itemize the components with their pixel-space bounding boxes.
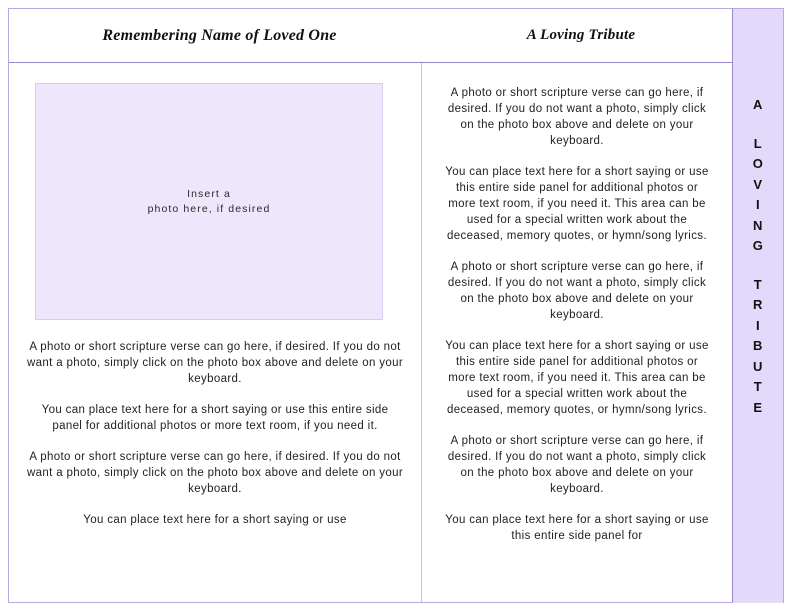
column-divider [421,63,422,602]
right-paragraph: You can place text here for a short saying or use this entire side panel for additional photos or more text room, if you need it. This area can be used for a special written work about the deceased, memory quotes, or hymn/song lyrics. [445,340,709,416]
page-border-right [783,8,784,603]
left-column [9,63,421,602]
header-right-title: A Loving Tribute [526,27,636,43]
right-column-body[interactable] [441,85,713,559]
right-paragraph: You can place text here for a short saying or use this entire side panel for [445,514,709,542]
photo-placeholder-line-2: photo here, if desired [147,202,271,215]
right-paragraph: A photo or short scripture verse can go here, if desired. If you do not want a photo, simply click on the photo box above and delete on your keyboard. [447,435,707,495]
photo-placeholder-box[interactable] [35,83,383,320]
left-paragraph: You can place text here for a short saying or use this entire side panel for additional photos or more text room, if you need it. [41,404,389,432]
side-panel [733,9,783,603]
right-paragraph: You can place text here for a short saying or use this entire side panel for additional photos or more text room, if you need it. This area can be used for a special written work about the deceased, memory quotes, or hymn/song lyrics. [445,166,709,242]
page-header [9,9,783,62]
left-paragraph: A photo or short scripture verse can go here, if desired. If you do not want a photo, simply click on the photo box above and delete on your keyboard. [26,451,404,495]
left-column-body[interactable] [26,339,404,543]
side-panel-spacer [733,116,783,134]
side-panel-letter-block-2: L O V I N G [752,135,764,253]
page-border-bottom [8,602,784,603]
header-left-title: Remembering Name of Loved One [102,26,337,44]
left-paragraph: You can place text here for a short saying or use [83,514,347,526]
photo-placeholder-text [148,187,271,217]
side-panel-vertical-title [733,95,783,418]
side-panel-letter-block-3: T R I B U T E [753,276,763,415]
left-paragraph: A photo or short scripture verse can go here, if desired. If you do not want a photo, simply click on the photo box above and delete on your keyboard. [26,341,404,385]
right-paragraph: A photo or short scripture verse can go here, if desired. If you do not want a photo, simply click on the photo box above and delete on your keyboard. [447,87,707,147]
right-paragraph: A photo or short scripture verse can go here, if desired. If you do not want a photo, simply click on the photo box above and delete on your keyboard. [447,261,707,321]
side-panel-spacer [733,257,783,275]
right-column [423,63,731,602]
photo-placeholder-line-1: Insert a [187,187,231,200]
side-panel-letter-block-1: A [753,97,763,112]
